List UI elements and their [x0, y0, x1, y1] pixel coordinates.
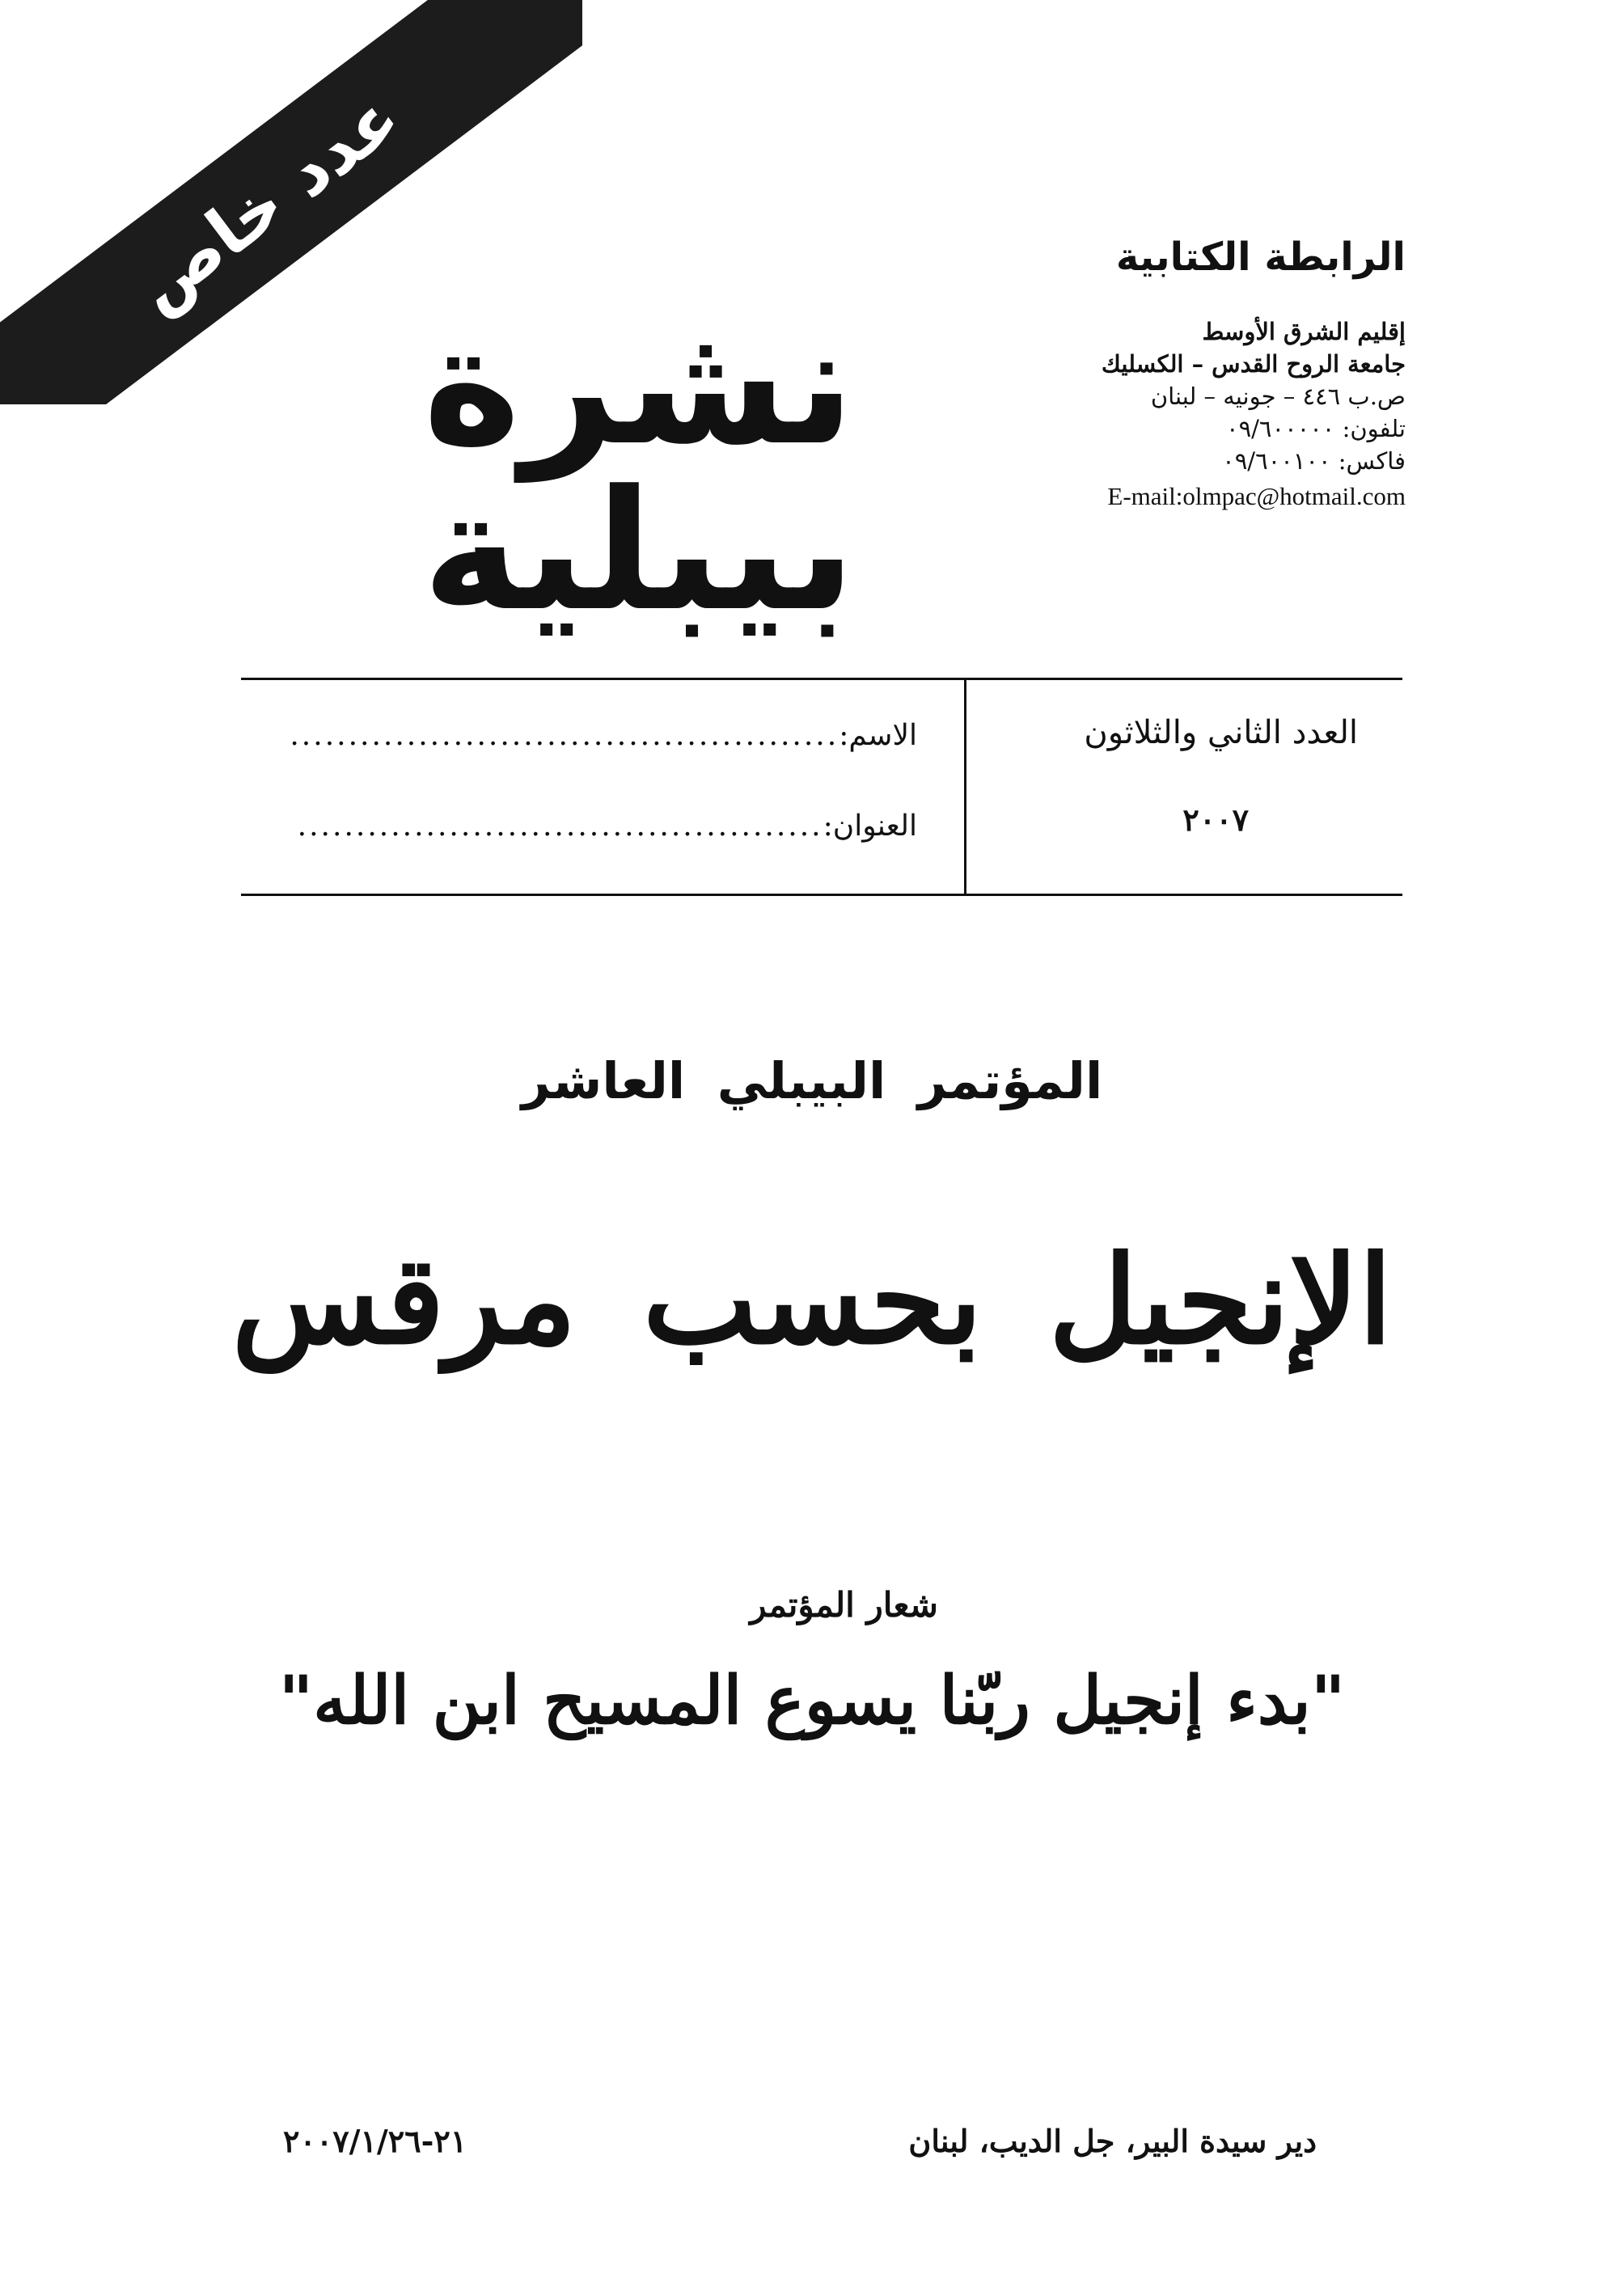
organization-po-box: ص.ب ٤٤٦ – جونيه – لبنان	[1150, 383, 1406, 410]
masthead-title: نشرة بيبلية	[421, 290, 856, 648]
conference-location: دير سيدة البير، جل الديب، لبنان	[908, 2123, 1317, 2159]
name-label: الاسم:	[839, 719, 917, 752]
conference-title: المؤتمر البيبلي العاشر	[521, 1051, 1103, 1110]
info-box-divider	[964, 680, 966, 894]
issue-year: ٢٠٠٧	[1182, 801, 1249, 838]
organization-email: E-mail:olmpac@hotmail.com	[1107, 482, 1406, 510]
organization-name: الرابطة الكتابية	[1115, 235, 1406, 280]
address-dotted-line: .............................................	[297, 809, 823, 843]
issue-number: العدد الثاني والثلاثون	[1084, 714, 1358, 751]
issue-info-box	[241, 678, 1402, 896]
address-label: العنوان:	[823, 809, 917, 843]
name-dotted-line: ...............................................	[290, 719, 839, 752]
organization-fax: فاكس: ٠٩/٦٠٠١٠٠	[1222, 447, 1406, 475]
recipient-name-field	[290, 719, 917, 752]
publisher-info	[985, 235, 1406, 511]
conference-motto: "بدء إنجيل ربّنا يسوع المسيح ابن الله"	[278, 1662, 1346, 1739]
motto-label: شعار المؤتمر	[750, 1585, 938, 1625]
gospel-title: الإنجيل بحسب مرقس	[231, 1229, 1393, 1372]
recipient-address-field	[298, 809, 917, 843]
organization-university: جامعة الروح القدس – الكسليك	[1101, 350, 1406, 378]
special-issue-label: عدد خاص	[119, 77, 415, 328]
organization-phone: تلفون: ٠٩/٦٠٠٠٠٠	[1226, 415, 1406, 442]
conference-dates: ٢١-٢٠٠٧/١/٢٦	[283, 2123, 467, 2159]
organization-region: إقليم الشرق الأوسط	[1202, 318, 1406, 345]
